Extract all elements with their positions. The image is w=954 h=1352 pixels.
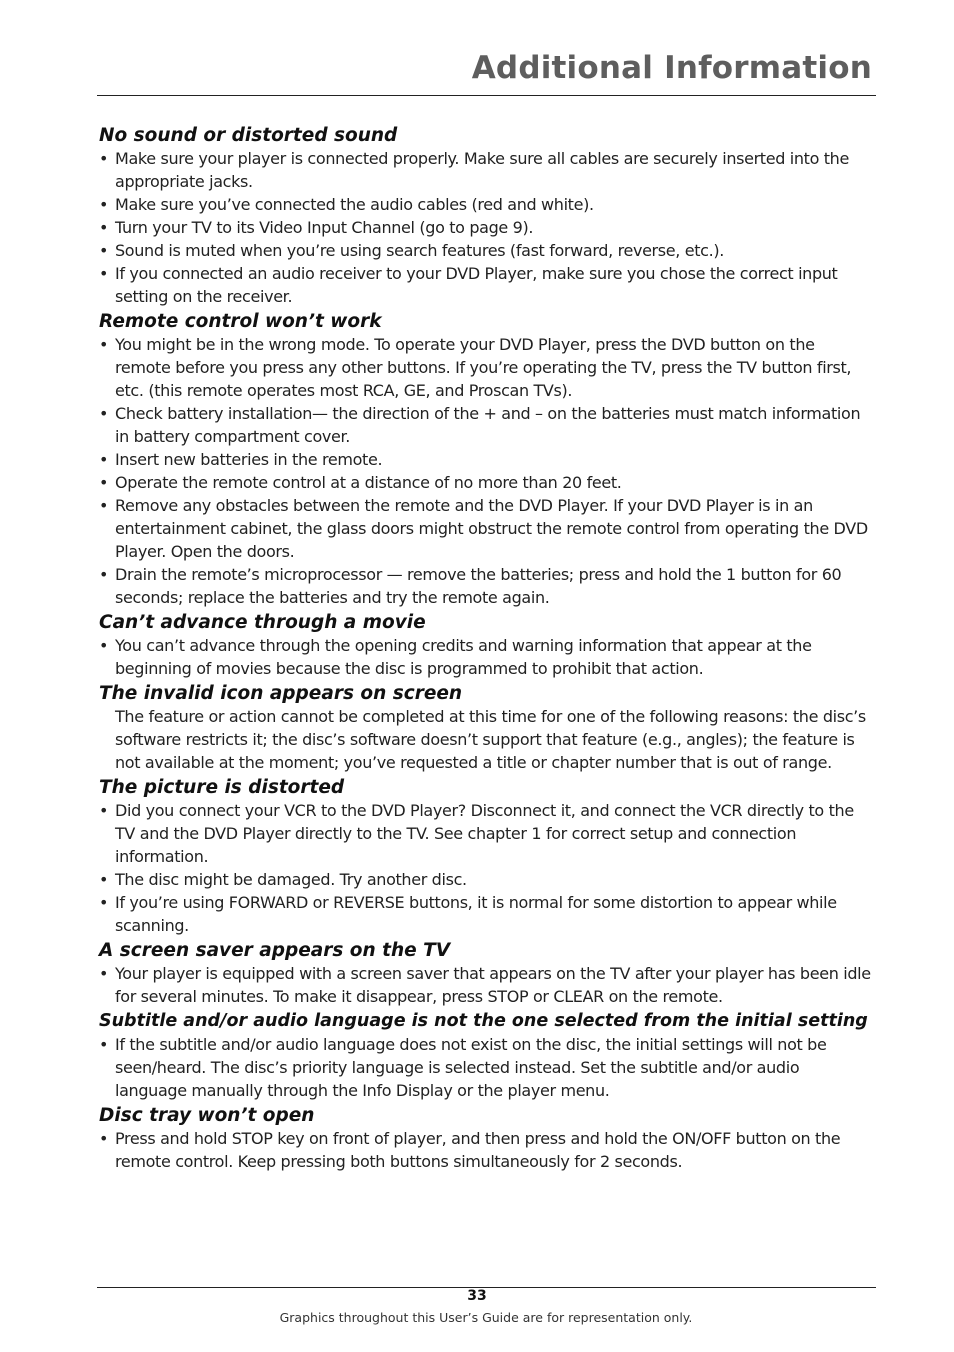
list-item: [99, 634, 874, 680]
list-item-text: Did you connect your VCR to the DVD Player? Disconnect it, and connect the VCR directly to the TV and the DVD Player directly to the TV. See chapter 1 for correct setup and connection information.: [115, 801, 854, 866]
section-heading: The picture is distorted: [99, 777, 345, 798]
bullet-icon: •: [99, 893, 109, 912]
bullet-icon: •: [99, 218, 109, 237]
list-item-text: Check battery installation— the direction of the + and – on the batteries must match information in battery compartment cover.: [115, 404, 861, 446]
list-item: [99, 962, 874, 1008]
list-item: [99, 891, 874, 937]
list-item-text: Operate the remote control at a distance of no more than 20 feet.: [115, 473, 622, 492]
bullet-icon: •: [99, 1129, 109, 1148]
footer-note: Graphics throughout this User’s Guide are for representation only.: [279, 1310, 693, 1325]
troubleshooting-section: [99, 611, 874, 680]
bullet-icon: •: [99, 241, 109, 260]
bullet-icon: •: [99, 404, 109, 423]
list-item: [99, 1127, 874, 1173]
section-heading: No sound or distorted sound: [99, 125, 398, 146]
section-heading: Subtitle and/or audio language is not the one selected from the initial setting: [99, 1011, 868, 1031]
section-heading: A screen saver appears on the TV: [99, 940, 451, 961]
bullet-icon: •: [99, 1035, 109, 1054]
bullet-list: [99, 962, 874, 1008]
list-item: [99, 402, 874, 448]
troubleshooting-section: [99, 939, 874, 1008]
troubleshooting-section: [99, 310, 874, 609]
troubleshooting-content: [99, 124, 874, 1173]
list-item-text: Turn your TV to its Video Input Channel (go to page 9).: [115, 218, 534, 237]
bullet-list: [99, 799, 874, 937]
bullet-icon: •: [99, 565, 109, 584]
list-item: [99, 563, 874, 609]
troubleshooting-section: [99, 1010, 874, 1102]
section-heading: The invalid icon appears on screen: [99, 683, 463, 704]
page-title: Additional Information: [471, 50, 872, 86]
list-item: [99, 448, 874, 471]
list-item-text: Sound is muted when you’re using search features (fast forward, reverse, etc.).: [115, 241, 724, 260]
troubleshooting-section: [99, 124, 874, 308]
page-number: 33: [467, 1288, 487, 1304]
list-item: [99, 333, 874, 402]
bullet-icon: •: [99, 636, 109, 655]
bullet-icon: •: [99, 335, 109, 354]
bullet-icon: •: [99, 264, 109, 283]
list-item-text: You can’t advance through the opening credits and warning information that appear at the beginning of movies because the disc is programmed to prohibit that action.: [115, 636, 812, 678]
list-item-text: Remove any obstacles between the remote and the DVD Player. If your DVD Player is in an entertainment cabinet, the glass doors might obstruct the remote control from operating the DVD Player. Open the doors.: [115, 496, 868, 561]
list-item-text: If you’re using FORWARD or REVERSE buttons, it is normal for some distortion to appear while scanning.: [115, 893, 837, 935]
list-item: [99, 494, 874, 563]
list-item: [99, 239, 874, 262]
list-item-text: Drain the remote’s microprocessor — remove the batteries; press and hold the 1 button for 60 seconds; replace the batteries and try the remote again.: [115, 565, 842, 607]
bullet-icon: •: [99, 964, 109, 983]
bullet-list: [99, 1127, 874, 1173]
list-item-text: You might be in the wrong mode. To operate your DVD Player, press the DVD button on the remote before you press any other buttons. If you’re operating the TV, press the TV button first, etc. (this remote operates most RCA, GE, and Proscan TVs).: [115, 335, 852, 400]
bullet-icon: •: [99, 496, 109, 515]
bullet-icon: •: [99, 473, 109, 492]
list-item-text: Press and hold STOP key on front of player, and then press and hold the ON/OFF button on the remote control. Keep pressing both buttons simultaneously for 2 seconds.: [115, 1129, 841, 1171]
bullet-icon: •: [99, 450, 109, 469]
list-item: [99, 216, 874, 239]
section-heading: Remote control won’t work: [99, 311, 382, 332]
list-item-text: Insert new batteries in the remote.: [115, 450, 383, 469]
list-item: [99, 471, 874, 494]
bullet-list: [99, 1033, 874, 1102]
bullet-list: [99, 333, 874, 609]
bullet-icon: •: [99, 870, 109, 889]
list-item: [99, 868, 874, 891]
bullet-list: [99, 147, 874, 308]
section-heading: Disc tray won’t open: [99, 1105, 315, 1126]
list-item-text: Your player is equipped with a screen saver that appears on the TV after your player has been idle for several minutes. To make it disappear, press STOP or CLEAR on the remote.: [115, 964, 871, 1006]
list-item: [99, 1033, 874, 1102]
list-item: [99, 193, 874, 216]
bullet-list: [99, 634, 874, 680]
troubleshooting-section: [99, 1104, 874, 1173]
list-item-text: If the subtitle and/or audio language does not exist on the disc, the initial settings will not be seen/heard. The disc’s priority language is selected instead. Set the subtitle and/or audio language manually through the Info Display or the player menu.: [115, 1035, 827, 1100]
troubleshooting-section: [99, 682, 874, 774]
header-divider: [97, 95, 876, 96]
list-item-text: The disc might be damaged. Try another disc.: [115, 870, 467, 889]
list-item: [99, 147, 874, 193]
list-item: [99, 262, 874, 308]
bullet-icon: •: [99, 801, 109, 820]
section-paragraph: The feature or action cannot be completed at this time for one of the following reasons: the disc’s software restricts it; the disc’s software doesn’t support that feature (e.g., angles); the feature is not available at the moment; you’ve requested a title or chapter number that is out of range.: [115, 707, 866, 772]
troubleshooting-section: [99, 776, 874, 937]
bullet-icon: •: [99, 149, 109, 168]
list-item-text: Make sure your player is connected properly. Make sure all cables are securely inserted into the appropriate jacks.: [115, 149, 849, 191]
list-item-text: Make sure you’ve connected the audio cables (red and white).: [115, 195, 594, 214]
list-item-text: If you connected an audio receiver to your DVD Player, make sure you chose the correct input setting on the receiver.: [115, 264, 838, 306]
list-item: [99, 799, 874, 868]
section-heading: Can’t advance through a movie: [99, 612, 426, 633]
bullet-icon: •: [99, 195, 109, 214]
